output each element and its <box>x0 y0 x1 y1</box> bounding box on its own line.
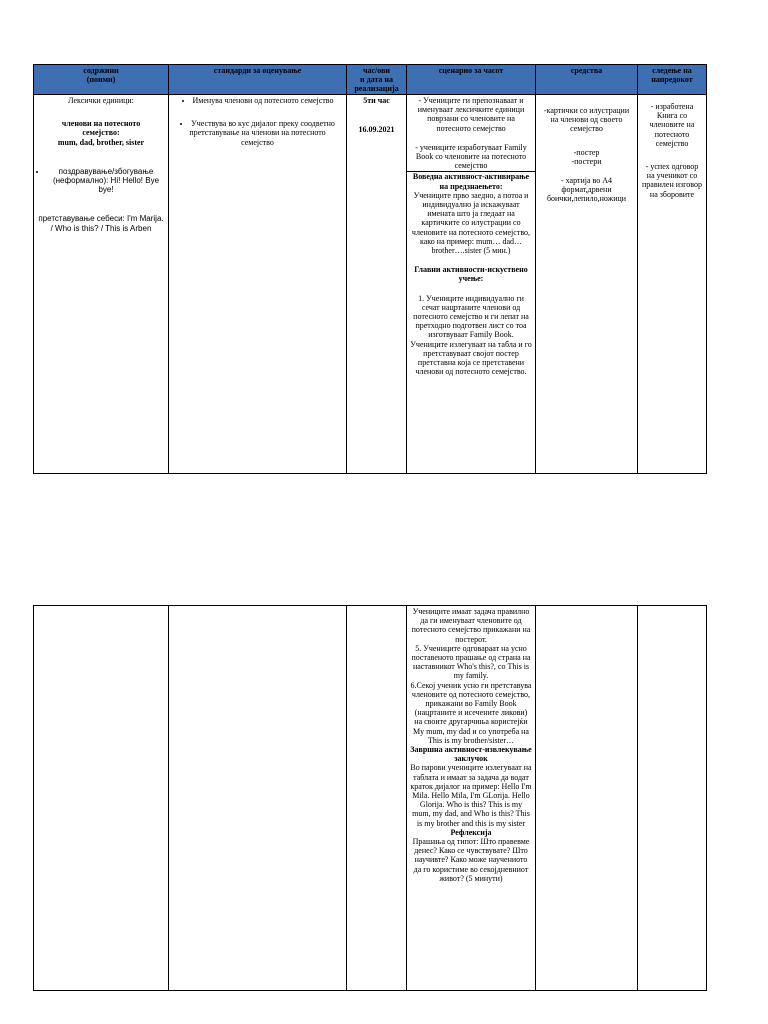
header-resources: средства <box>536 65 638 95</box>
lesson-hour: 5ти час <box>363 96 390 105</box>
scenario-cell <box>407 95 536 474</box>
time-cell-continued <box>347 606 407 991</box>
resource-1: -картички со илустрации на членови од своето семејство <box>543 106 630 134</box>
intro-activity-text: Учениците прво заедно, а потоа и индивидуално ја искажуваат имената што ја гледаат на картичките со илустрации со членовите на потесното семејство, како на пример: mum… dad…brother….sister (5 мин.) <box>411 190 531 256</box>
table-row <box>34 606 707 991</box>
lesson-date: 16.09.2021 <box>358 125 395 135</box>
lesson-plan-table-page-1 <box>33 64 707 474</box>
table-row <box>34 95 707 474</box>
header-content: содржини (поими) <box>34 65 169 95</box>
final-activity-text: Во парови учениците излегуваат на таблата и имаат за задача да водат краток дијалог на пример: Hello I'm Mila. Hello Mila, I'm GLorija. Hello Glorija. Who is this? This is my mum, my dad, and Who is this? This is my brother and this is my sister <box>410 763 532 828</box>
final-activity-title: Завршна активност-извлекување заклучок <box>410 745 532 764</box>
content-cell-continued <box>34 606 169 991</box>
tracking-cell-continued <box>638 606 707 991</box>
resources-cell <box>536 95 638 474</box>
lesson-plan-table-page-2 <box>33 605 707 991</box>
tracking-2: - успех одговор на ученикот со правилен изговор на зборовите <box>642 162 702 199</box>
header-tracking: следење на напредокот <box>638 65 707 95</box>
tracking-cell <box>638 95 707 474</box>
scenario-objective-2: - учениците изработуваат Family Book со членовите на потесното семејство <box>415 142 527 171</box>
resource-4: - хартија во А4 формат,дрвени боички,лепило,ножици <box>546 176 627 204</box>
resources-cell-continued <box>536 606 638 991</box>
standard-1: • Именува членови од потесното семејство <box>172 96 343 105</box>
header-time: час/ови и дата на реализација <box>347 65 407 95</box>
header-standards: стандарди за оценување <box>169 65 347 95</box>
standard-2: • Учествува во кус дијалог преку соодветно претставување на членови на потесното семејство <box>172 119 343 147</box>
header-scenario: сценарио за часот <box>407 65 536 95</box>
standards-cell-continued <box>169 606 347 991</box>
main-activity-title: Главни активности-искуствено учење: <box>414 265 528 284</box>
scenario-objective-1: - Учениците ги препознаваат и именуваат лексичките единици поврзани со членовите на потесното семејство <box>417 96 525 133</box>
standards-cell <box>169 95 347 474</box>
intro-text: претставување себеси: I'm Marija. / Who is this? / This is Arben <box>38 214 164 233</box>
scenario-steps-text: Учениците имаат задача правилно да ги именуваат членовите од потесното семејство прикажани на постерот. 5. Учениците одговараат на усно поставеното прашање од страна на наставникот Who's this?, со This is my family. 6.Секој ученик усно ги претставува членовите од потесното семејство, прикажани во Family Book (нацртаните и исечените ликови) на своите другарчиња користејќи My mum, my dad и со употреба на This is my brother/sister… <box>410 607 532 745</box>
tracking-1: - изработена Книга со членовите на потесното семејство <box>649 102 695 148</box>
reflection-text: Прашања од типот: Што правевме денес? Како се чувствувате? Што научивте? Како може научениото да го користиме во секојдневниот живот? (5 минути) <box>412 837 530 883</box>
greeting-item: • поздравување/збогување (неформално): Hi! Hello! Bye bye! <box>47 167 165 195</box>
reflection-title: Рефлексија <box>450 827 492 837</box>
main-activity-text: 1. Учениците индивидуално ги сечат нацртаните членови од потесното семејство и ги лепат на претходно подготвен лист со тоа изготвуваат Family Book. Учениците излегуваат на табла и го претставуваат својот постер претставна која се претставени членови од потесното семејство. <box>410 293 532 377</box>
family-title: членови на потесното семејство: <box>61 119 141 138</box>
time-cell <box>347 95 407 474</box>
resource-2: -постер <box>573 147 600 157</box>
content-cell <box>34 95 169 474</box>
family-words: mum, dad, brother, sister <box>57 137 145 147</box>
scenario-cell-continued <box>407 606 536 991</box>
intro-activity-title: Воведна активност-активирање на предзнаењето: <box>412 172 530 191</box>
resource-3: -постери <box>571 156 602 166</box>
table-header-row <box>34 65 707 95</box>
lex-title: Лексички единици: <box>68 96 134 105</box>
